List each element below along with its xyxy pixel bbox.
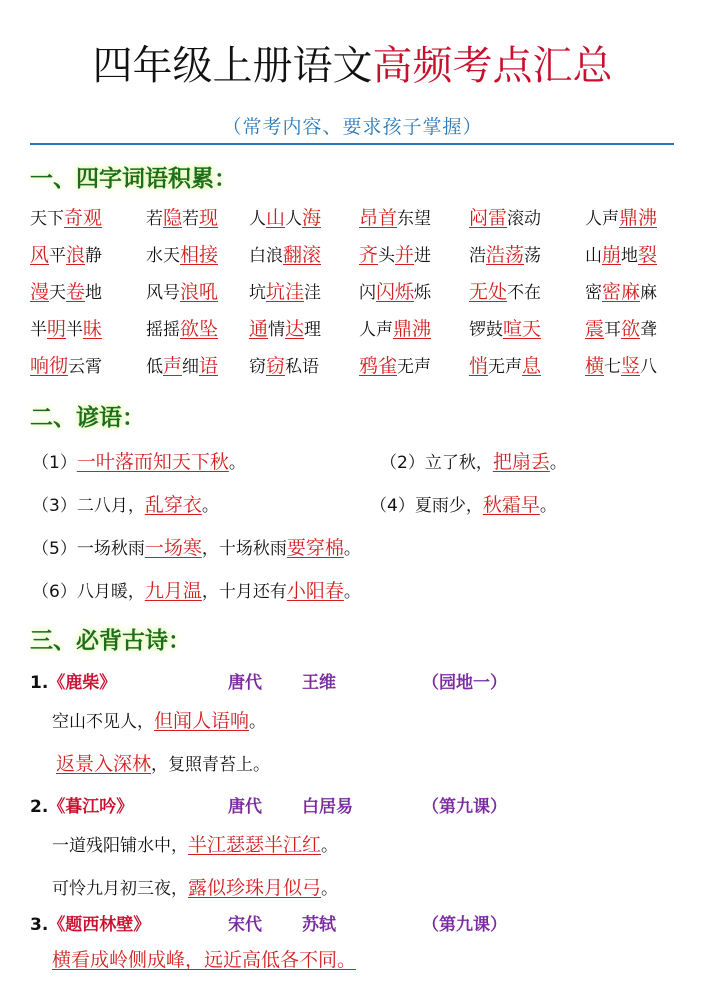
idiom-answer: 声	[163, 355, 183, 377]
proverb-text: 立了秋，	[424, 453, 493, 473]
proverb-item	[370, 490, 557, 517]
title-main: 四年级上册语文	[92, 43, 373, 89]
idiom-answer: 相接	[180, 244, 219, 266]
idiom-item	[359, 240, 431, 267]
proverb-number: （6）	[32, 582, 77, 602]
proverb-item	[32, 490, 219, 517]
poem-title: 《暮江吟》	[48, 797, 134, 817]
idiom-item	[585, 314, 657, 341]
proverb-item	[380, 447, 567, 474]
idiom-answer: 鼎沸	[619, 207, 658, 229]
idiom-text: 滚动	[507, 209, 542, 229]
section1-heading: 一、四字词语积累：	[30, 165, 237, 192]
poem-answer: 横看成岭侧成峰，远近高低各不同。	[52, 949, 357, 971]
page-title	[0, 38, 705, 94]
idiom-text: 锣鼓	[469, 320, 503, 340]
poem-text: ，复照青苔上。	[151, 755, 271, 775]
idiom-item	[30, 351, 102, 378]
idiom-answer: 明	[47, 318, 67, 340]
idiom-answer: 浪吼	[180, 281, 219, 303]
poem-dynasty: 唐代	[228, 673, 262, 693]
idiom-item	[585, 240, 657, 267]
poem-text: 一道残阳铺水中，	[52, 836, 188, 856]
idiom-text: 耳	[604, 320, 622, 340]
proverb-answer: 小阳春	[286, 580, 344, 602]
proverb-number: （2）	[380, 453, 425, 473]
proverb-answer: 把扇丢	[492, 451, 550, 473]
idiom-text: 无声	[397, 357, 432, 377]
idiom-text: 聋	[640, 320, 658, 340]
proverb-text: 。	[343, 582, 361, 602]
proverb-answer: 要穿棉	[286, 537, 344, 559]
idiom-text: 密	[585, 283, 602, 303]
idiom-text: 平	[49, 246, 67, 266]
idiom-answer: 崩	[602, 244, 622, 266]
idiom-item	[359, 314, 431, 341]
idiom-text: 坑	[249, 283, 266, 303]
idiom-text: 地	[85, 283, 103, 303]
idiom-text: 若	[182, 209, 200, 229]
idiom-answer: 通	[249, 318, 269, 340]
idiom-answer: 无处	[469, 281, 508, 303]
proverb-text: ，十场秋雨	[201, 539, 287, 559]
idiom-answer: 震	[585, 318, 605, 340]
proverb-item	[32, 447, 246, 474]
idiom-answer: 昂首	[359, 207, 398, 229]
idiom-text: 人声	[359, 320, 393, 340]
idiom-answer: 山	[266, 207, 286, 229]
idiom-text: 荡	[524, 246, 542, 266]
idiom-text: 头	[378, 246, 396, 266]
idiom-item	[249, 351, 319, 378]
idiom-answer: 竖	[621, 355, 641, 377]
poem-line	[52, 706, 266, 733]
idiom-answer: 并	[395, 244, 415, 266]
idiom-item	[585, 277, 657, 304]
poem-line	[56, 749, 270, 776]
idiom-text: 若	[146, 209, 163, 229]
proverb-item	[32, 576, 361, 603]
idiom-answer: 闷雷	[469, 207, 508, 229]
poem-dynasty: 唐代	[228, 797, 262, 817]
idiom-text: 烁	[414, 283, 432, 303]
poem-text: 。	[321, 879, 339, 899]
idiom-answer: 欲坠	[180, 318, 219, 340]
idiom-item	[469, 351, 541, 378]
idiom-item	[359, 351, 431, 378]
idiom-text: 天	[49, 283, 67, 303]
idiom-answer: 横	[585, 355, 605, 377]
poem-header	[30, 792, 670, 816]
idiom-text: 山	[585, 246, 602, 266]
proverb-number: （5）	[32, 539, 77, 559]
idiom-answer: 达	[285, 318, 305, 340]
proverb-number: （1）	[32, 453, 77, 473]
idiom-answer: 齐	[359, 244, 379, 266]
idiom-answer: 悄	[469, 355, 489, 377]
poem-header	[30, 910, 670, 934]
idiom-text: 细	[182, 357, 200, 377]
idiom-text: 风号	[146, 283, 180, 303]
poem-answer: 但闻人语响	[154, 710, 250, 732]
idiom-answer: 鸦雀	[359, 355, 398, 377]
poem-author: 苏轼	[302, 915, 336, 935]
idiom-item	[585, 203, 657, 230]
idiom-answer: 息	[522, 355, 542, 377]
idiom-item	[146, 203, 218, 230]
idiom-text: 浩	[469, 246, 486, 266]
proverb-text: 八月暖，	[76, 582, 145, 602]
idiom-text: 地	[621, 246, 639, 266]
poem-answer: 返景入深林	[56, 753, 152, 775]
idiom-text: 静	[85, 246, 103, 266]
proverb-text: 一场秋雨	[76, 539, 145, 559]
idiom-text: 不在	[507, 283, 542, 303]
poem-source: （园地一）	[422, 673, 507, 693]
poem-text: 。	[321, 836, 339, 856]
idiom-item	[469, 203, 541, 230]
idiom-text: 人声	[585, 209, 619, 229]
proverb-number: （3）	[32, 496, 77, 516]
title-highlight: 高频考点汇总	[372, 43, 613, 89]
idiom-answer: 浪	[66, 244, 86, 266]
poem-header	[30, 668, 670, 692]
idiom-text: 人	[249, 209, 266, 229]
proverb-item	[32, 533, 361, 560]
idiom-answer: 奇观	[64, 207, 103, 229]
idiom-item	[469, 277, 541, 304]
idiom-item	[359, 277, 431, 304]
idiom-item	[249, 314, 321, 341]
idiom-text: 私语	[285, 357, 320, 377]
proverb-text: 。	[343, 539, 361, 559]
idiom-answer: 喧天	[503, 318, 542, 340]
idiom-answer: 鼎沸	[393, 318, 432, 340]
idiom-item	[30, 314, 102, 341]
idiom-answer: 昧	[83, 318, 103, 340]
idiom-text: 进	[414, 246, 432, 266]
idiom-text: 七	[604, 357, 622, 377]
idiom-answer: 卷	[66, 281, 86, 303]
poem-number: 1.	[30, 673, 49, 693]
poem-title: 《题西林壁》	[48, 915, 151, 935]
idiom-text: 水天	[146, 246, 180, 266]
idiom-answer: 坑洼	[266, 281, 305, 303]
idiom-item	[469, 314, 541, 341]
idiom-item	[30, 203, 102, 230]
poem-source: （第九课）	[422, 915, 507, 935]
idiom-answer: 裂	[638, 244, 658, 266]
idiom-item	[146, 277, 218, 304]
idiom-text: 半	[66, 320, 84, 340]
idiom-item	[249, 277, 321, 304]
poem-text: 可怜九月初三夜，	[52, 879, 188, 899]
page-subtitle: （常考内容、要求孩子掌握）	[222, 116, 483, 138]
idiom-item	[249, 240, 321, 267]
idiom-answer: 语	[199, 355, 219, 377]
idiom-item	[469, 240, 541, 267]
idiom-answer: 翻滚	[283, 244, 322, 266]
proverb-number: （4）	[370, 496, 415, 516]
poem-author: 白居易	[302, 797, 353, 817]
idiom-answer: 海	[302, 207, 322, 229]
proverb-text: 。	[539, 496, 557, 516]
proverb-text: 。	[201, 496, 219, 516]
proverb-text: 。	[549, 453, 567, 473]
proverb-answer: 秋霜早	[482, 494, 540, 516]
idiom-text: 理	[304, 320, 322, 340]
proverb-answer: 乱穿衣	[144, 494, 202, 516]
idiom-text: 摇摇	[146, 320, 180, 340]
poem-number: 2.	[30, 797, 49, 817]
idiom-text: 人	[285, 209, 303, 229]
poem-line	[52, 873, 338, 900]
idiom-text: 八	[640, 357, 658, 377]
idiom-item	[359, 203, 431, 230]
idiom-item	[249, 203, 321, 230]
poem-answer: 露似珍珠月似弓	[188, 877, 322, 899]
idiom-answer: 浩荡	[486, 244, 525, 266]
poem-text: 。	[249, 712, 267, 732]
idiom-answer: 响彻	[30, 355, 69, 377]
proverb-answer: 九月温	[144, 580, 202, 602]
proverb-text: ，十月还有	[201, 582, 287, 602]
proverb-text: 二八月，	[76, 496, 145, 516]
idiom-text: 闪	[359, 283, 376, 303]
idiom-answer: 欲	[621, 318, 641, 340]
poem-source: （第九课）	[422, 797, 507, 817]
poem-author: 王维	[302, 673, 336, 693]
idiom-text: 半	[30, 320, 47, 340]
section3-heading: 三、必背古诗：	[30, 627, 191, 654]
idiom-answer: 闪烁	[376, 281, 415, 303]
poem-line	[52, 830, 338, 857]
idiom-text: 白浪	[249, 246, 283, 266]
idiom-text: 情	[268, 320, 286, 340]
idiom-answer: 风	[30, 244, 50, 266]
section2-heading: 二、谚语：	[30, 404, 145, 431]
title-divider	[30, 143, 674, 145]
poem-answer: 半江瑟瑟半江红	[188, 834, 322, 856]
poem-title: 《鹿柴》	[48, 673, 117, 693]
poem-text: 空山不见人，	[52, 712, 154, 732]
idiom-answer: 漫	[30, 281, 50, 303]
idiom-item	[585, 351, 657, 378]
idiom-answer: 现	[199, 207, 219, 229]
idiom-item	[146, 240, 218, 267]
idiom-text: 麻	[640, 283, 658, 303]
proverb-text: 夏雨少，	[414, 496, 483, 516]
idiom-text: 东望	[397, 209, 432, 229]
poem-number: 3.	[30, 915, 49, 935]
idiom-item	[30, 240, 102, 267]
idiom-text: 云霄	[68, 357, 103, 377]
idiom-answer: 窃	[266, 355, 286, 377]
proverb-answer: 一场寒	[144, 537, 202, 559]
idiom-text: 天下	[30, 209, 64, 229]
idiom-text: 洼	[304, 283, 322, 303]
idiom-answer: 隐	[163, 207, 183, 229]
idiom-answer: 密麻	[602, 281, 641, 303]
idiom-text: 低	[146, 357, 163, 377]
poem-dynasty: 宋代	[228, 915, 262, 935]
proverb-text: 。	[228, 453, 246, 473]
idiom-item	[146, 351, 218, 378]
idiom-item	[146, 314, 218, 341]
idiom-item	[30, 277, 102, 304]
proverb-answer: 一叶落而知天下秋	[76, 451, 229, 473]
idiom-text: 无声	[488, 357, 523, 377]
poem-line	[52, 945, 356, 972]
idiom-text: 窃	[249, 357, 266, 377]
